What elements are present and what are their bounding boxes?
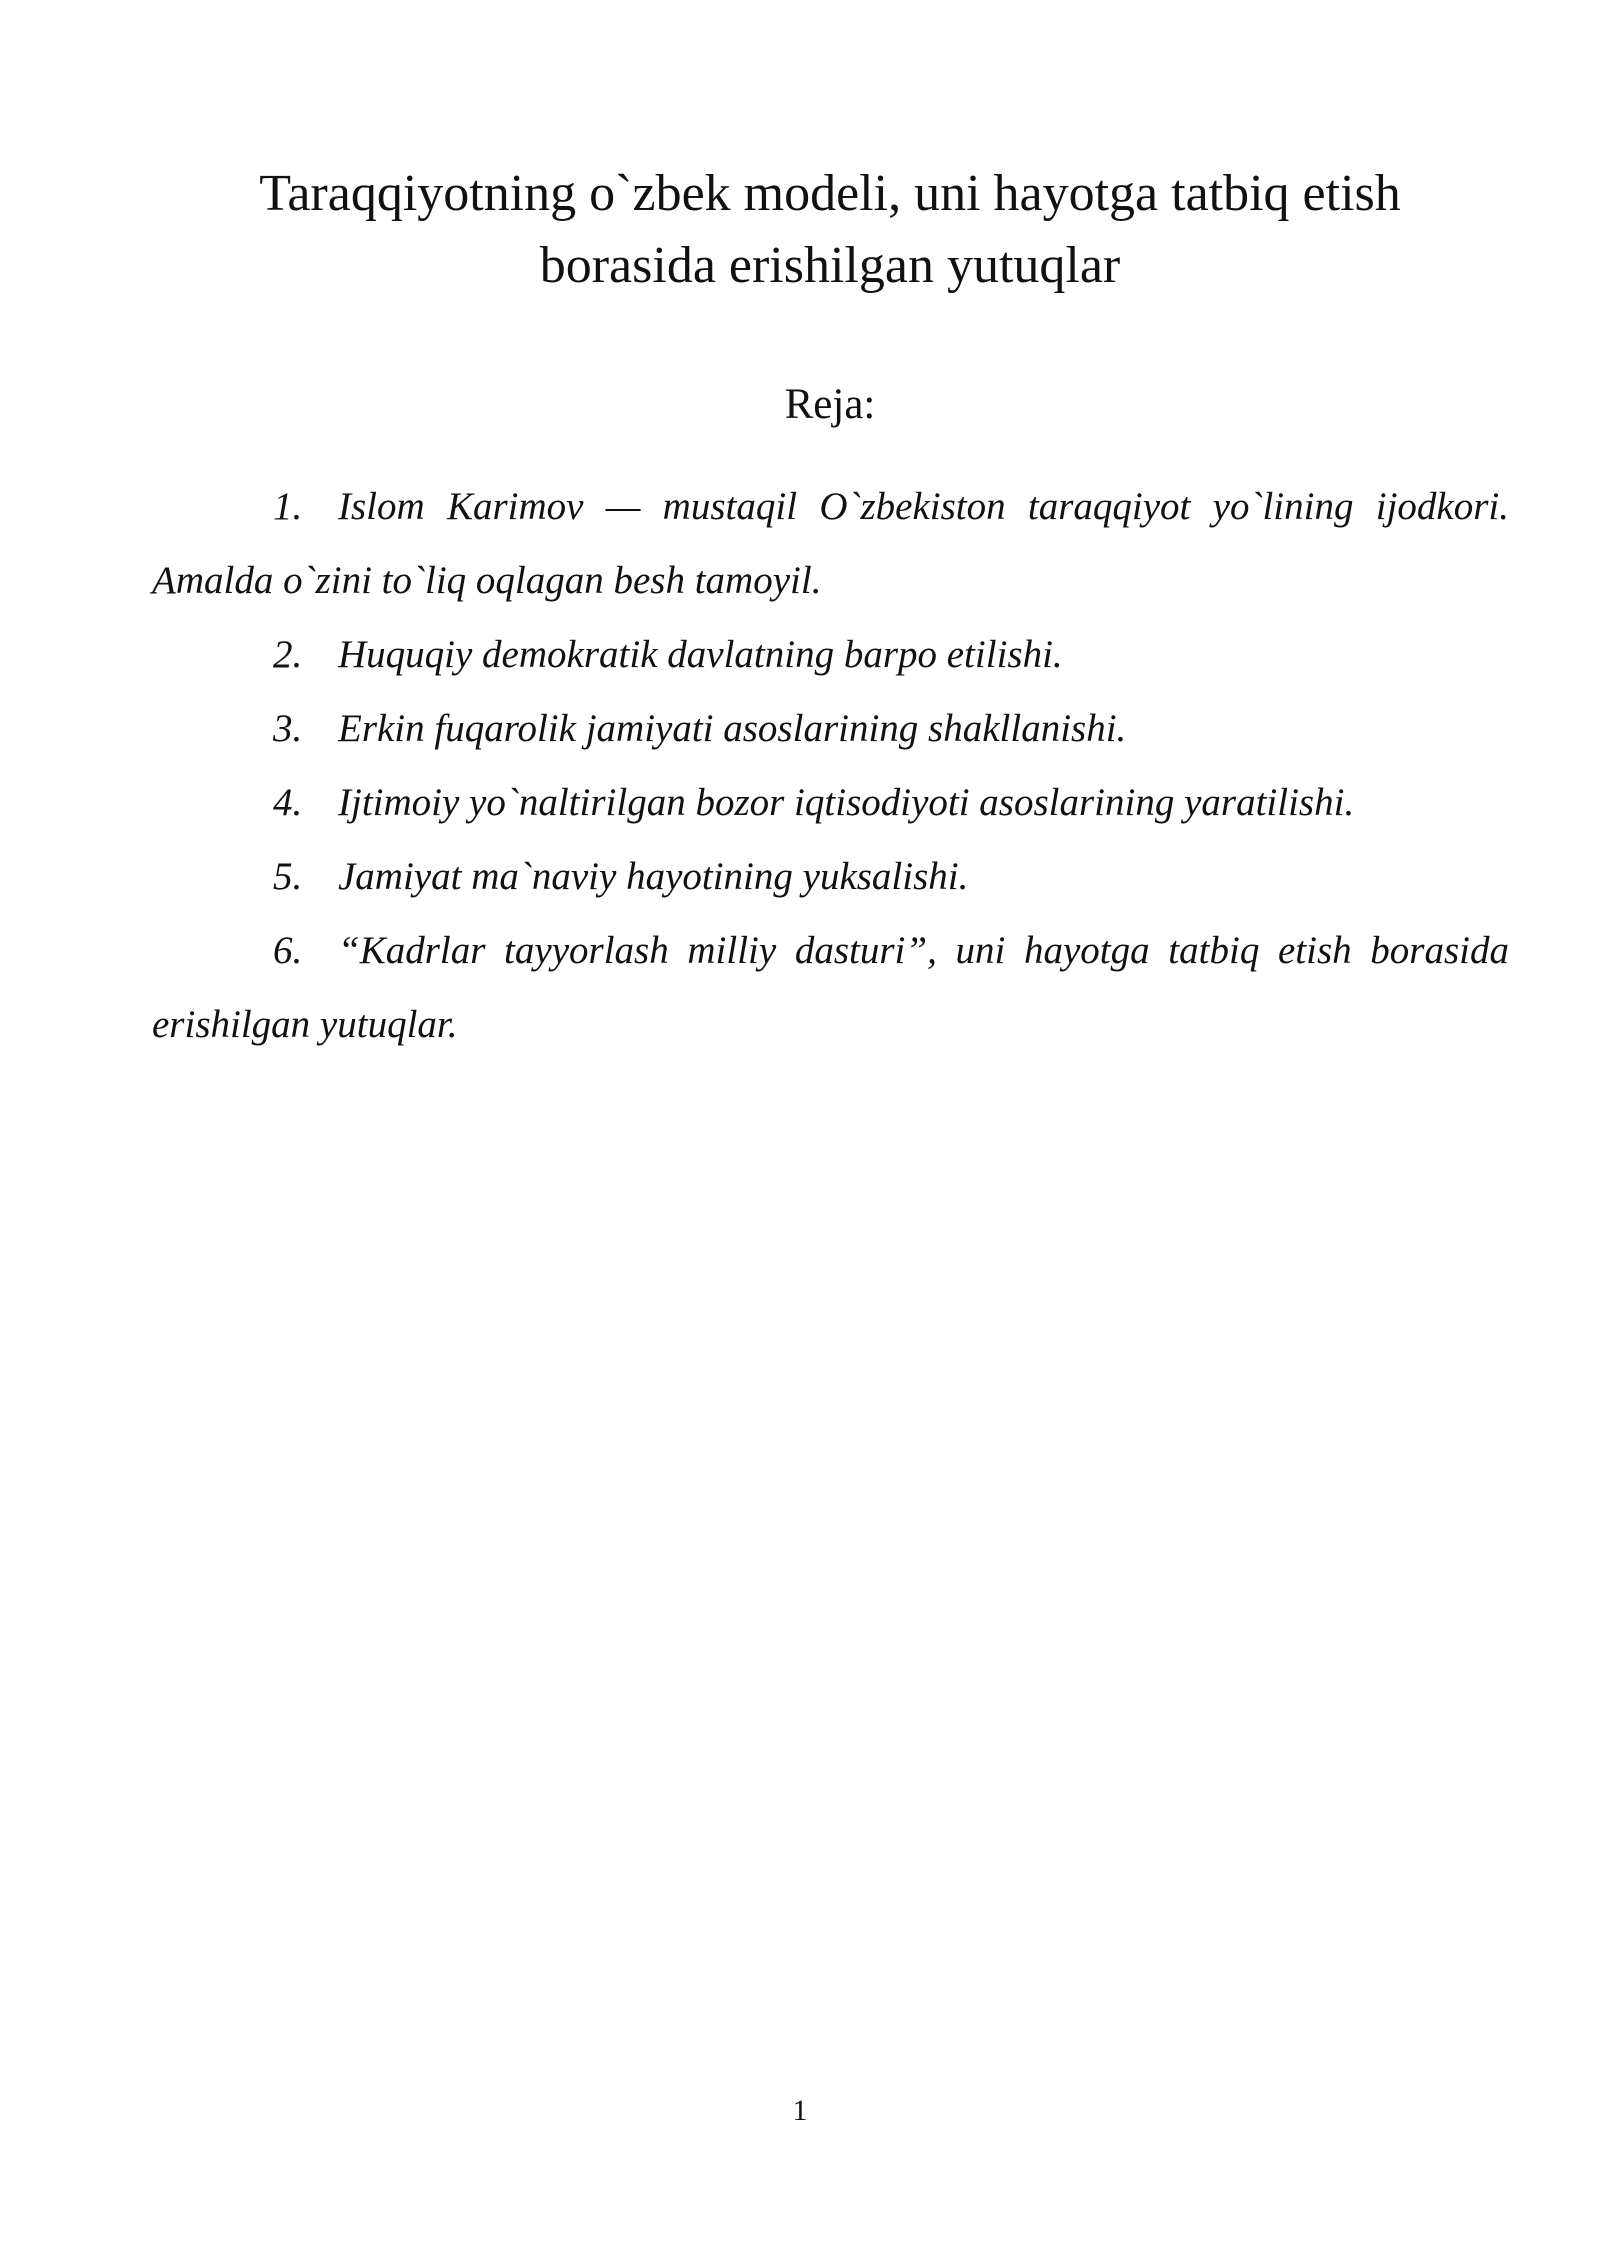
plan-item-text: Ijtimoiy yo`naltirilgan bozor iqtisodiyoti asoslarining yaratilishi. xyxy=(338,781,1355,824)
plan-item-text: Islom Karimov — mustaqil O`zbekiston taraqqiyot yo`lining ijodkori. Amalda o`zini to`liq oqlagan besh tamoyil. xyxy=(152,485,1509,602)
plan-item-text: Erkin fuqarolik jamiyati asoslarining shakllanishi. xyxy=(338,707,1127,750)
plan-item-number: 1. xyxy=(273,485,303,528)
plan-heading: Reja: xyxy=(784,381,876,428)
plan-item-text: Jamiyat ma`naviy hayotining yuksalishi. xyxy=(338,855,969,898)
plan-item xyxy=(152,840,1509,914)
document-title-line: Taraqqiyotning o`zbek modeli, uni hayotga tatbiq etish xyxy=(259,165,1401,222)
plan-item-text: “Kadrlar tayyorlash milliy dasturi”, uni hayotga tatbiq etish borasida erishilgan yutuqlar. xyxy=(152,929,1509,1046)
document-title xyxy=(150,158,1510,302)
plan-item xyxy=(152,692,1509,766)
plan-item xyxy=(152,618,1509,692)
plan-item xyxy=(152,470,1509,618)
plan-item-number: 5. xyxy=(273,855,303,898)
plan-item xyxy=(152,766,1509,840)
plan-item-text: Huquqiy demokratik davlatning barpo etilishi. xyxy=(338,633,1063,676)
plan-item-number: 4. xyxy=(273,781,303,824)
plan-item xyxy=(152,914,1509,1062)
plan-list xyxy=(152,470,1509,1062)
page-number: 1 xyxy=(792,2094,808,2127)
plan-item-number: 2. xyxy=(273,633,303,676)
plan-item-number: 6. xyxy=(273,929,303,972)
plan-item-number: 3. xyxy=(273,707,303,750)
document-title-line: borasida erishilgan yutuqlar xyxy=(539,237,1121,294)
